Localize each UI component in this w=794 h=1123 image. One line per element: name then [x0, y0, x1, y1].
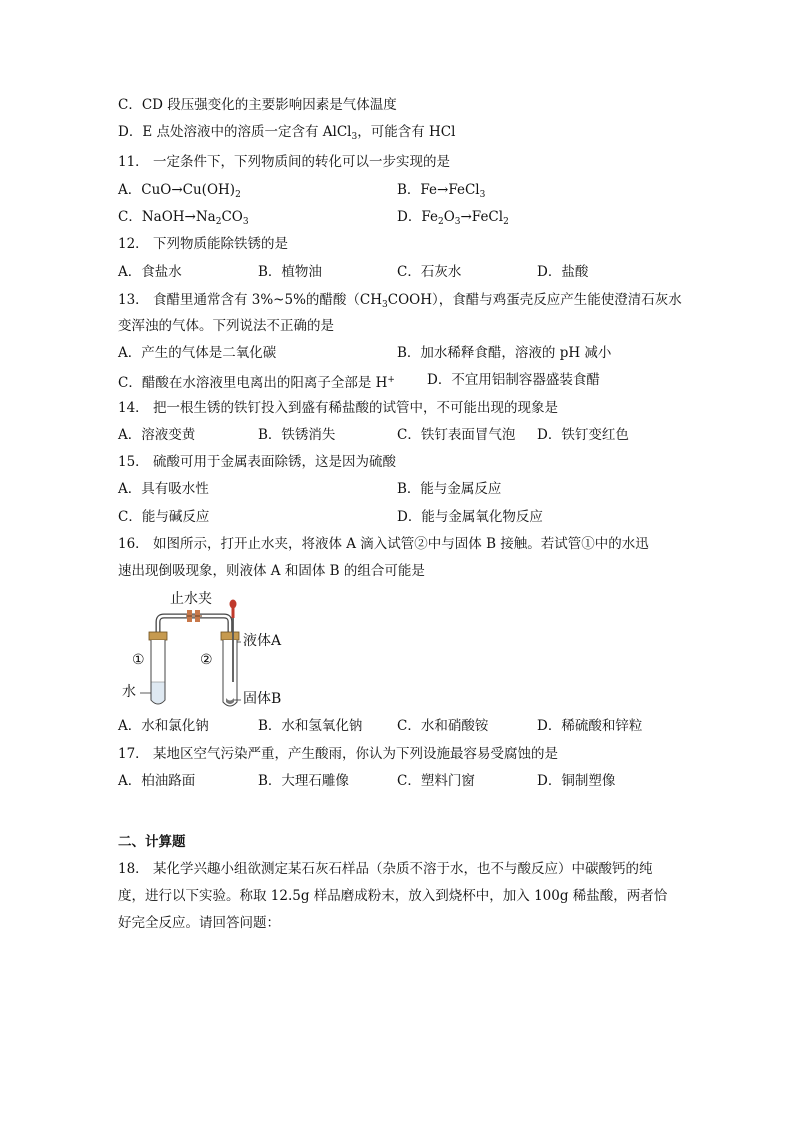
- q18-line3: 好完全反应。请回答问题：: [118, 915, 280, 931]
- q14-option-a: A．溶液变黄: [118, 427, 196, 443]
- connecting-tube: [158, 616, 230, 680]
- q11-option-b: B．Fe→FeCl$_3$: [397, 182, 486, 200]
- q15-option-b: B．能与金属反应: [397, 481, 502, 497]
- q13-stem-line2: 变浑浊的气体。下列说法不正确的是: [118, 318, 334, 334]
- section-2-title: 二、计算题: [118, 834, 186, 850]
- water-stop-clamp-icon: [186, 610, 202, 622]
- q18-line1: 18． 某化学兴趣小组欲测定某石灰石样品（杂质不溶于水，也不与酸反应）中碳酸钙的纯: [118, 861, 653, 877]
- q16-option-d: D．稀硫酸和锌粒: [537, 718, 643, 734]
- tube-2-label: ②: [200, 652, 213, 668]
- q17-option-b: B．大理石雕像: [258, 773, 349, 789]
- q10-option-c: C．CD 段压强变化的主要影响因素是气体温度: [118, 97, 397, 113]
- q16-stem-line1: 16． 如图所示，打开止水夹，将液体 A 滴入试管②中与固体 B 接触。若试管①中的水迅: [118, 536, 649, 552]
- q13-option-a: A．产生的气体是二氧化碳: [118, 345, 277, 361]
- q14-option-b: B．铁锈消失: [258, 427, 336, 443]
- solid-b-label: 固体B: [243, 691, 282, 707]
- water-label: 水: [122, 684, 136, 700]
- q15-option-a: A．具有吸水性: [118, 481, 209, 497]
- q14-option-d: D．铁钉变红色: [537, 427, 629, 443]
- q17-stem: 17． 某地区空气污染严重，产生酸雨，你认为下列设施最容易受腐蚀的是: [118, 746, 558, 762]
- q16-option-a: A．水和氯化钠: [118, 718, 209, 734]
- q12-stem: 12． 下列物质能除铁锈的是: [118, 236, 288, 252]
- clamp-label: 止水夹: [170, 591, 212, 607]
- q11-option-c: C．$NaOH\to Na_2CO_3$: [118, 209, 249, 227]
- q11-option-a: A．$CuO\to Cu(OH)_2$: [118, 182, 241, 200]
- q14-stem: 14． 把一根生锈的铁钉投入到盛有稀盐酸的试管中，不可能出现的现象是: [118, 400, 558, 416]
- q18-line2: 度，进行以下实验。称取 12.5g 样品磨成粉末，放入到烧杯中，加入 100g 稀盐酸，两者恰: [118, 888, 668, 904]
- q12-option-b: B．植物油: [258, 264, 322, 280]
- q17-option-d: D．铜制塑像: [537, 773, 616, 789]
- q11-option-d: D．$Fe_2O_3\to FeCl_2$: [397, 209, 509, 227]
- q14-option-c: C．铁钉表面冒气泡: [397, 427, 516, 443]
- liquid-a-label: 液体A: [243, 633, 282, 649]
- test-tube-2: [221, 632, 239, 706]
- q10-option-d: D．E 点处溶液中的溶质一定含有 AlCl$_3$，可能含有 HCl: [118, 124, 456, 142]
- q15-stem: 15． 硫酸可用于金属表面除锈，这是因为硫酸: [118, 454, 396, 470]
- apparatus-figure: [118, 590, 298, 712]
- q12-option-a: A．食盐水: [118, 264, 182, 280]
- q15-option-c: C．能与碱反应: [118, 509, 210, 525]
- q17-option-c: C．塑料门窗: [397, 773, 475, 789]
- q16-option-b: B．水和氢氧化钠: [258, 718, 363, 734]
- q13-stem-line1: 13． 食醋里通常含有 3%~5%的醋酸$(CH_3COOH)$，食醋与鸡蛋壳反应产生能使澄清石灰水: [118, 292, 682, 310]
- q16-stem-line2: 速出现倒吸现象，则液体 A 和固体 B 的组合可能是: [118, 563, 425, 579]
- test-tube-1: [149, 632, 167, 704]
- q13-option-b: B．加水稀释食醋，溶液的 pH 减小: [397, 345, 612, 361]
- tube-1-label: ①: [132, 652, 145, 668]
- q12-option-d: D．盐酸: [537, 264, 589, 280]
- q12-option-c: C．石灰水: [397, 264, 462, 280]
- q11-stem: 11． 一定条件下，下列物质间的转化可以一步实现的是: [118, 154, 450, 170]
- q13-option-d: D．不宜用铝制容器盛装食醋: [427, 372, 600, 388]
- q16-option-c: C．水和硝酸铵: [397, 718, 489, 734]
- q15-option-d: D．能与金属氧化物反应: [397, 509, 543, 525]
- q13-option-c: C．醋酸在水溶液里电离出的阳离子全部是 H+: [118, 375, 395, 391]
- q17-option-a: A．柏油路面: [118, 773, 196, 789]
